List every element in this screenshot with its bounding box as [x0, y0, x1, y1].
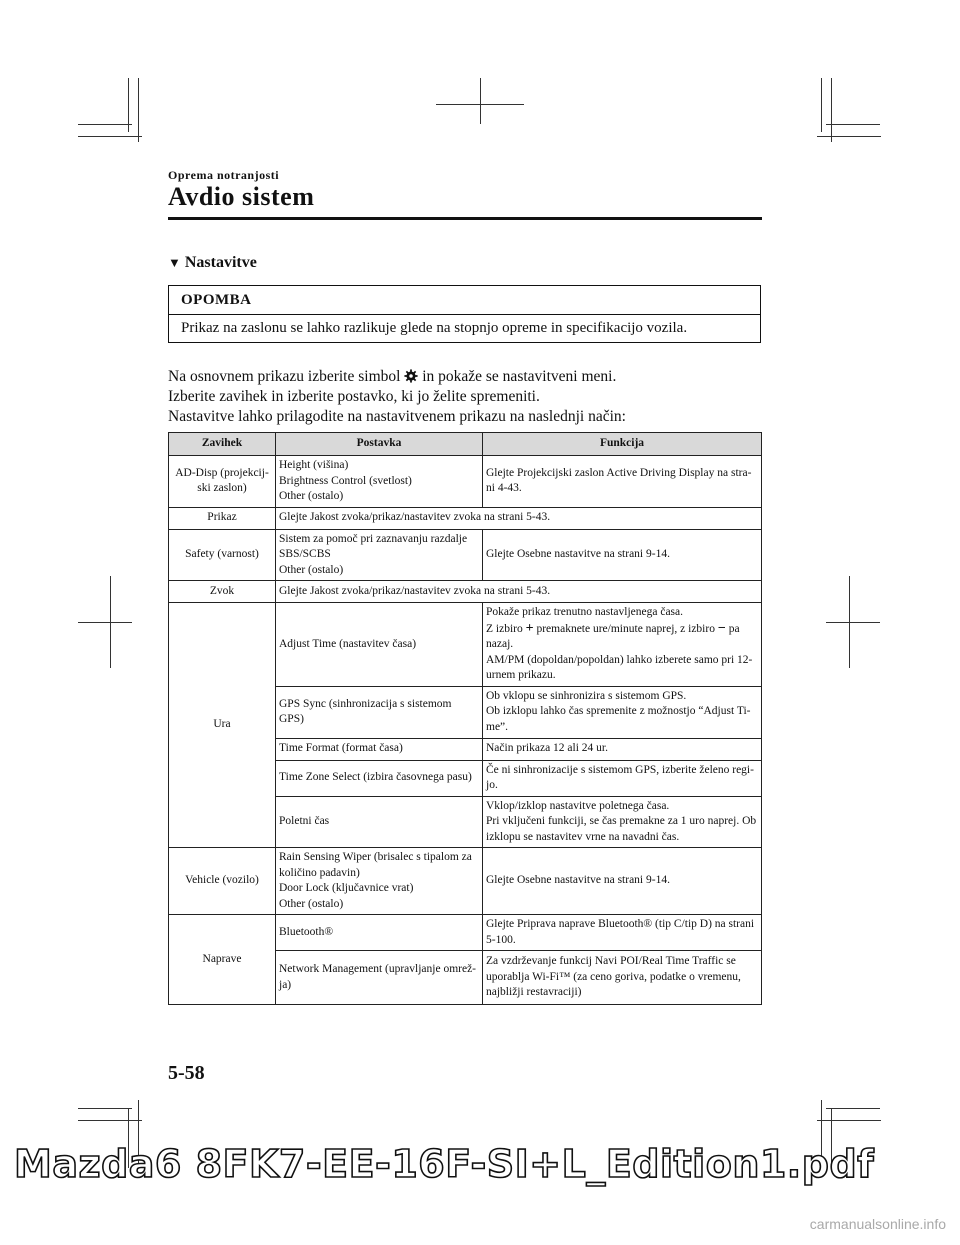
plus-icon: + — [525, 620, 534, 636]
function-cell: Glejte Projekcijski zaslon Active Driving Display na stra-ni 4-43. — [483, 456, 762, 508]
minus-icon: − — [717, 620, 726, 636]
table-row — [169, 456, 762, 508]
crop-mark — [436, 104, 524, 105]
tab-cell: Naprave — [169, 915, 276, 1005]
crop-mark — [78, 1120, 142, 1121]
item-cell: Time Format (format časa) — [276, 738, 483, 760]
intro-line-1 — [168, 367, 762, 387]
intro-text — [168, 367, 762, 427]
item-cell: Glejte Jakost zvoka/prikaz/nastavitev zvoka na strani 5-43. — [276, 581, 762, 603]
column-header-item: Postavka — [276, 433, 483, 456]
function-cell: Ob vklopu se sinhronizira s sistemom GPS. Ob izklopu lahko čas spremenite z možnostjo “Adjust Ti-me”. — [483, 686, 762, 738]
adjust-time-text: pa nazaj. — [486, 622, 740, 650]
adjust-time-text: premaknete ure/minute naprej, z izbiro — [533, 622, 718, 635]
table-header-row — [169, 433, 762, 456]
footer-file-name: Mazda6 8FK7-EE-16F-SI+L_Edition1.pdf — [14, 1142, 875, 1186]
crop-mark — [480, 78, 481, 124]
function-cell: Glejte Priprava naprave Bluetooth® (tip C/tip D) na strani 5-100. — [483, 915, 762, 951]
triangle-down-icon: ▼ — [168, 255, 181, 270]
crop-mark — [831, 78, 832, 142]
function-cell: Glejte Osebne nastavitve na strani 9-14. — [483, 529, 762, 581]
table-row — [169, 507, 762, 529]
tab-cell: Prikaz — [169, 507, 276, 529]
tab-cell: Zvok — [169, 581, 276, 603]
function-cell: Način prikaza 12 ali 24 ur. — [483, 738, 762, 760]
table-body — [169, 456, 762, 1005]
table-row — [169, 581, 762, 603]
adjust-time-line-3: AM/PM (dopoldan/popoldan) lahko izberete samo pri 12-urnem prikazu. — [486, 653, 753, 681]
item-cell: Sistem za pomoč pri zaznavanju razdalje SBS/SCBS Other (ostalo) — [276, 529, 483, 581]
section-heading — [168, 254, 257, 272]
function-cell: Glejte Osebne nastavitve na strani 9-14. — [483, 848, 762, 915]
adjust-time-line-2 — [486, 621, 758, 653]
table-row — [169, 529, 762, 581]
intro-line-1-start: Na osnovnem prikazu izberite simbol — [168, 368, 405, 385]
item-cell: Time Zone Select (izbira časovnega pasu) — [276, 760, 483, 796]
function-cell-adjust-time — [483, 603, 762, 687]
item-cell: Network Management (upravljanje omrež-ja) — [276, 951, 483, 1005]
page-number: 5-58 — [168, 1062, 205, 1084]
crop-mark — [826, 124, 880, 125]
table-row — [169, 915, 762, 951]
crop-mark — [826, 622, 880, 623]
tab-cell: Vehicle (vozilo) — [169, 848, 276, 915]
running-head: Oprema notranjosti — [168, 168, 280, 182]
section-heading-text: Nastavitve — [184, 254, 257, 271]
item-cell: Height (višina) Brightness Control (svetlost) Other (ostalo) — [276, 456, 483, 508]
note-text: Prikaz na zaslonu se lahko razlikuje glede na stopnjo opreme in specifikacijo vozila. — [181, 320, 688, 336]
crop-mark — [817, 1120, 881, 1121]
settings-table — [168, 432, 762, 1005]
crop-mark — [138, 78, 139, 142]
tab-cell: Safety (varnost) — [169, 529, 276, 581]
crop-mark — [817, 136, 881, 137]
adjust-time-line-1: Pokaže prikaz trenutno nastavljenega časa. — [486, 606, 684, 618]
column-header-function: Funkcija — [483, 433, 762, 456]
intro-line-1-end: in pokaže se nastavitveni meni. — [418, 368, 617, 385]
crop-mark — [78, 1108, 132, 1109]
item-cell: Rain Sensing Wiper (brisalec s tipalom za količino padavin) Door Lock (ključavnice vrat) Other (ostalo) — [276, 848, 483, 915]
column-header-tab: Zavihek — [169, 433, 276, 456]
function-cell: Vklop/izklop nastavitve poletnega časa. Pri vključeni funkciji, se čas premakne za 1 uro naprej. Ob izklopu se nastavitev vrne na navadni čas. — [483, 796, 762, 848]
crop-mark — [78, 136, 142, 137]
table-row — [169, 603, 762, 687]
chapter-title: Avdio sistem — [168, 182, 315, 211]
item-cell: GPS Sync (sinhronizacija s sistemom GPS) — [276, 686, 483, 738]
crop-mark — [78, 622, 132, 623]
title-rule — [168, 217, 762, 220]
crop-mark — [78, 124, 132, 125]
note-box — [168, 285, 761, 343]
intro-line-3: Nastavitve lahko prilagodite na nastavitvenem prikazu na naslednji način: — [168, 408, 626, 425]
table-row — [169, 848, 762, 915]
function-cell: Za vzdrževanje funkcij Navi POI/Real Time Traffic se uporablja Wi-Fi™ (za ceno goriva, podatke o vremenu, najbližji restavraciji) — [483, 951, 762, 1005]
watermark: carmanualsonline.info — [809, 1216, 946, 1232]
gear-icon — [404, 369, 418, 383]
item-cell: Adjust Time (nastavitev časa) — [276, 603, 483, 687]
crop-mark — [821, 78, 822, 132]
tab-cell: Ura — [169, 603, 276, 848]
item-cell: Poletni čas — [276, 796, 483, 848]
item-cell: Bluetooth® — [276, 915, 483, 951]
function-cell: Če ni sinhronizacije s sistemom GPS, izberite želeno regi-jo. — [483, 760, 762, 796]
crop-mark — [826, 1108, 880, 1109]
item-cell: Glejte Jakost zvoka/prikaz/nastavitev zvoka na strani 5-43. — [276, 507, 762, 529]
intro-line-2: Izberite zavihek in izberite postavko, ki jo želite spremeniti. — [168, 388, 540, 405]
tab-cell: AD-Disp (projekcij-ski zaslon) — [169, 456, 276, 508]
adjust-time-text: Z izbiro — [486, 622, 526, 635]
note-title: OPOMBA — [169, 286, 760, 315]
